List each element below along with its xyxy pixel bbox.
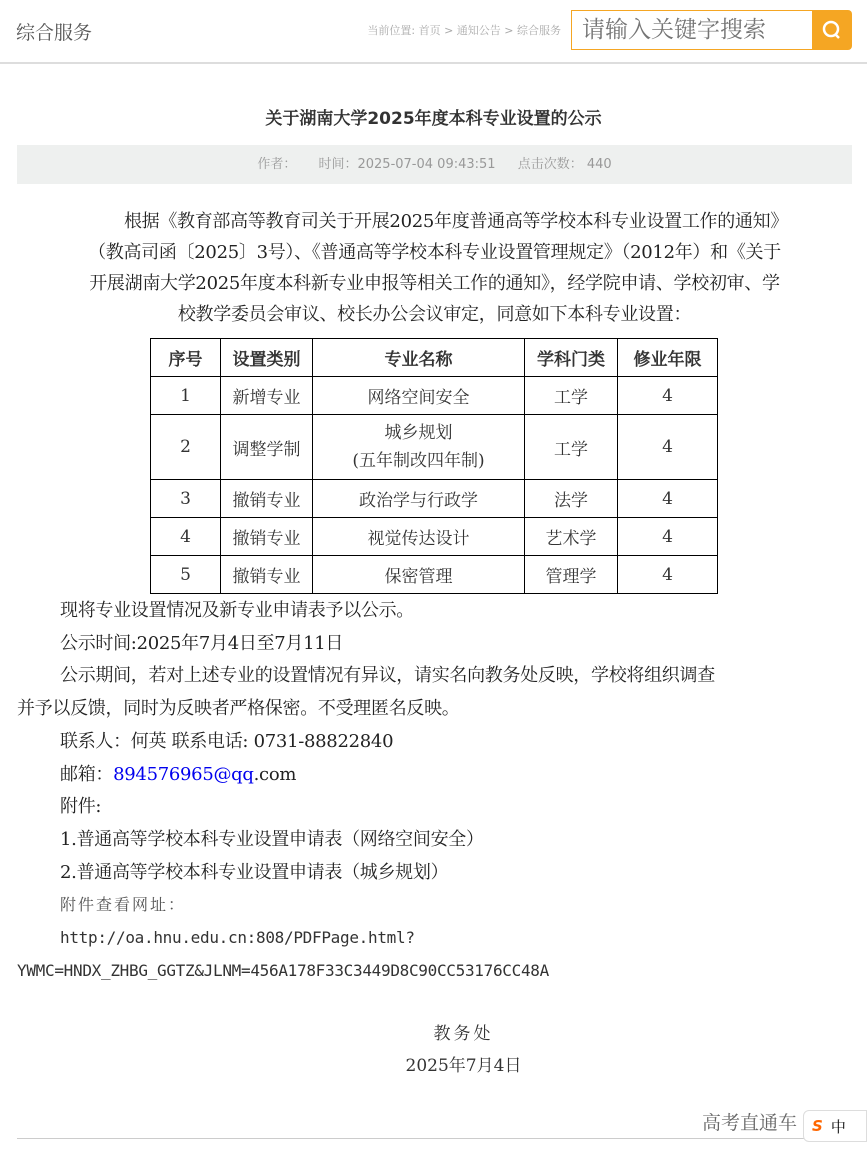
article-meta — [17, 145, 852, 184]
cell: 法学 — [525, 480, 618, 518]
cell: 保密管理 — [313, 556, 525, 594]
intro-line: 开展湖南大学2025年度本科新专业申报等相关工作的通知》，经学院申请、学校初审、学 — [89, 273, 780, 294]
cell: 5 — [151, 556, 221, 594]
email-link[interactable]: 894576965@qq — [113, 763, 254, 785]
intro-paragraph — [17, 206, 852, 330]
contact-text: 联系人：何英 联系电话: 0731-88822840 — [60, 730, 394, 752]
cell: 撤销专业 — [221, 518, 313, 556]
cell: 艺术学 — [525, 518, 618, 556]
cell: 视觉传达设计 — [313, 518, 525, 556]
cell: 4 — [151, 518, 221, 556]
attachment-url[interactable]: http://oa.hnu.edu.cn:808/PDFPage.html? — [60, 928, 415, 948]
table-row — [151, 556, 718, 594]
cell: 4 — [618, 556, 718, 594]
site-name[interactable]: 综合服务 — [16, 22, 93, 44]
url-label: 附件查看网址： — [60, 895, 187, 915]
author: 作者： — [257, 157, 297, 172]
intro-line: 校教学委员会审议、校长办公会议审定，同意如下本科专业设置： — [177, 304, 692, 325]
ime-toolbar[interactable] — [803, 1110, 867, 1142]
cell: 4 — [618, 518, 718, 556]
col-header: 设置类别 — [221, 339, 313, 377]
col-header: 序号 — [151, 339, 221, 377]
cell: 撤销专业 — [221, 480, 313, 518]
breadcrumb[interactable]: 当前位置: 首页 > 通知公告 > 综合服务 — [367, 24, 561, 37]
cell: 调整学制 — [221, 415, 313, 480]
table-row — [151, 377, 718, 415]
cell: 撤销专业 — [221, 556, 313, 594]
cell: 政治学与行政学 — [313, 480, 525, 518]
cell: 1 — [151, 377, 221, 415]
footer-divider — [17, 1138, 852, 1139]
period-text: 公示时间:2025年7月4日至7月11日 — [60, 632, 344, 654]
table-header-row — [151, 339, 718, 377]
cell: 2 — [151, 415, 221, 480]
cell: 3 — [151, 480, 221, 518]
cell-line: 城乡规划 — [384, 423, 453, 443]
search-button[interactable] — [812, 10, 852, 50]
cell: 网络空间安全 — [313, 377, 525, 415]
cell: 4 — [618, 415, 718, 480]
col-header: 学科门类 — [525, 339, 618, 377]
page-title: 关于湖南大学2025年度本科专业设置的公示 — [265, 109, 602, 129]
attachment-2[interactable]: 2.普通高等学校本科专业设置申请表（城乡规划） — [60, 861, 449, 883]
header — [0, 0, 867, 64]
objection-text: 公示期间，若对上述专业的设置情况有异议，请实名向教务处反映，学校将组织调查 — [60, 665, 715, 687]
col-header: 修业年限 — [618, 339, 718, 377]
signer: 教务处 — [433, 1024, 494, 1044]
cell: 管理学 — [525, 556, 618, 594]
objection-text-cont: 并予以反馈，同时为反映者严格保密。不受理匿名反映。 — [17, 698, 460, 720]
cell-line: (五年制改四年制) — [352, 451, 485, 471]
col-header: 专业名称 — [313, 339, 525, 377]
major-table — [150, 338, 718, 594]
click-count: 点击次数： 440 — [517, 157, 612, 172]
publicize-text: 现将专业设置情况及新专业申请表予以公示。 — [60, 600, 414, 621]
email-line — [17, 759, 852, 792]
cell: 新增专业 — [221, 377, 313, 415]
intro-line: （教高司函〔2025〕3号）、《普通高等学校本科专业设置管理规定》（2012年）和《关于 — [88, 242, 781, 263]
search-icon — [821, 19, 843, 41]
attachment-1[interactable]: 1.普通高等学校本科专业设置申请表（网络空间安全） — [60, 828, 484, 850]
publish-time: 时间：2025-07-04 09:43:51 — [318, 157, 496, 172]
sogou-logo-icon: S — [812, 1117, 823, 1135]
intro-line: 根据《教育部高等教育司关于开展2025年度普通高等学校本科专业设置工作的通知》 — [123, 211, 789, 232]
table-row — [151, 480, 718, 518]
email-label: 邮箱： — [60, 763, 114, 785]
footer-text: 高考直通车 — [701, 1112, 797, 1134]
attachments-label: 附件: — [60, 796, 102, 818]
cell: 工学 — [525, 377, 618, 415]
cell: 4 — [618, 377, 718, 415]
table-row — [151, 415, 718, 480]
cell: 工学 — [525, 415, 618, 480]
article-body — [17, 595, 852, 987]
email-suffix: .com — [253, 763, 297, 785]
cell: 4 — [618, 480, 718, 518]
table-row — [151, 518, 718, 556]
attachment-url-cont[interactable]: YWMC=HNDX_ZHBG_GGTZ&JLNM=456A178F33C3449D8C90CC53176CC48A — [17, 960, 549, 980]
search-input[interactable] — [571, 10, 812, 50]
cell — [313, 415, 525, 480]
ime-mode[interactable]: 中 — [830, 1117, 846, 1136]
sign-date: 2025年7月4日 — [405, 1056, 522, 1076]
